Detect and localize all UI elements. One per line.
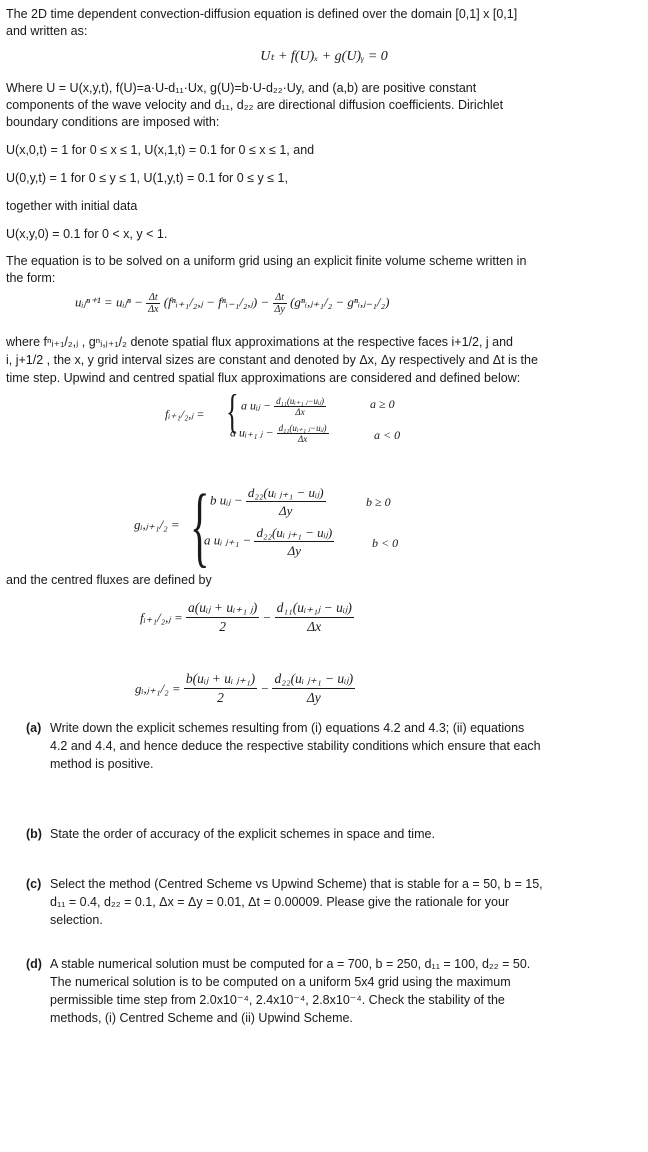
- solve-line-1: The equation is to be solved on a uniform grid using an explicit finite volume scheme written in: [6, 254, 527, 268]
- initial-condition: U(x,y,0) = 0.1 for 0 < x, y < 1.: [6, 227, 168, 241]
- solve-line-2: the form:: [6, 271, 56, 285]
- question-c-line-2: d₁₁ = 0.4, d₂₂ = 0.1, Δx = Δy = 0.01, Δt = 0.00009. Please give the rationale for your: [50, 895, 510, 909]
- question-b-line-1: State the order of accuracy of the explicit schemes in space and time.: [50, 827, 435, 841]
- upwind-f-case2-num: d₁₁(uᵢ₊₁ ⱼ−uᵢⱼ): [278, 423, 327, 433]
- scheme-dt-1: Δt: [146, 292, 160, 304]
- upwind-g-case1: [210, 484, 326, 519]
- upwind-g-case2-frac: [254, 524, 334, 559]
- scheme-fx-terms: (fⁿᵢ₊₁/₂,ⱼ − fⁿᵢ₋₁/₂,ⱼ) −: [163, 294, 270, 310]
- question-d-label: (d): [26, 957, 42, 971]
- where-line-2: components of the wave velocity and d₁₁, d₂₂ are directional diffusion coefficients. Dirichlet: [6, 98, 504, 112]
- centred-f-equation: [140, 599, 354, 636]
- centred-g-frac1: [184, 670, 257, 707]
- centred-f-den1: 2: [219, 619, 226, 634]
- question-c-line-3: selection.: [50, 913, 103, 927]
- centred-g-num2: d₂₂(uᵢ ⱼ₊₁ − uᵢⱼ): [272, 670, 355, 689]
- centred-g-den2: Δy: [306, 690, 321, 705]
- where2-line-3: time step. Upwind and centred spatial flux approximations are considered and defined below:: [6, 371, 521, 385]
- centred-f-lhs: fᵢ₊₁/₂,ⱼ =: [140, 610, 183, 625]
- question-a-label: (a): [26, 721, 42, 735]
- upwind-f-case1-den: Δx: [295, 407, 305, 417]
- upwind-f-lhs: fᵢ₊₁/₂,ⱼ =: [165, 407, 205, 421]
- together-text: together with initial data: [6, 199, 138, 213]
- upwind-g-case1-num: d₂₂(uᵢ ⱼ₊₁ − uᵢⱼ): [247, 485, 324, 500]
- centred-g-num1: b(uᵢⱼ + uᵢ ⱼ₊₁): [184, 670, 257, 689]
- upwind-g-case2-num: d₂₂(uᵢ ⱼ₊₁ − uᵢⱼ): [256, 525, 333, 540]
- upwind-g-lhs: gᵢ,ⱼ₊₁/₂ =: [134, 517, 180, 532]
- upwind-f-case1-term: a uᵢⱼ −: [241, 398, 272, 413]
- scheme-dy: Δy: [274, 304, 285, 315]
- upwind-g-case2-den: Δy: [287, 543, 302, 558]
- scheme-equation: [75, 292, 389, 315]
- upwind-g-brace: {: [190, 477, 210, 576]
- question-a-line-1: Write down the explicit schemes resulting from (i) equations 4.2 and 4.3; (ii) equations: [50, 721, 525, 735]
- centred-f-den2: Δx: [307, 619, 322, 634]
- upwind-f-brace: {: [226, 385, 239, 438]
- centred-f-frac2: [275, 599, 354, 636]
- scheme-lhs: uᵢⱼⁿ⁺¹ = uᵢⱼⁿ −: [75, 294, 143, 310]
- centred-g-minus: −: [260, 681, 270, 696]
- intro-line-1: The 2D time dependent convection-diffusion equation is defined over the domain [0,1] x [0,1]: [6, 7, 518, 21]
- where2-line-1: where fⁿᵢ₊₁/₂,ⱼ , gⁿᵢ,ⱼ₊₁/₂ denote spatial flux approximations at the respective faces i+1/2, j and: [6, 335, 514, 349]
- where2-line-2: i, j+1/2 , the x, y grid interval sizes are constant and denoted by Δx, Δy respectively and Δt is the: [6, 353, 538, 367]
- boundary-condition-1: U(x,0,t) = 1 for 0 ≤ x ≤ 1, U(x,1,t) = 0.1 for 0 ≤ x ≤ 1, and: [6, 143, 315, 157]
- upwind-g-case2-term: a uᵢ ⱼ₊₁ −: [204, 532, 252, 548]
- question-a-line-3: method is positive.: [50, 757, 154, 771]
- scheme-gy-terms: (gⁿᵢ,ⱼ₊₁/₂ − gⁿᵢ,ⱼ₋₁/₂): [290, 294, 390, 310]
- centred-f-num1: a(uᵢⱼ + uᵢ₊₁ ⱼ): [186, 599, 259, 618]
- centred-intro: and the centred fluxes are defined by: [6, 573, 212, 587]
- upwind-g-case2-cond: b < 0: [372, 536, 399, 550]
- centred-f-frac1: [186, 599, 259, 636]
- question-c-label: (c): [26, 877, 42, 891]
- upwind-f-case1-cond: a ≥ 0: [370, 397, 395, 411]
- scheme-frac-y: [273, 292, 287, 315]
- upwind-f-case2-term: a uᵢ₊₁ ⱼ −: [230, 425, 274, 440]
- upwind-f-case1-frac: [274, 396, 326, 417]
- upwind-f-case1: [241, 396, 326, 417]
- boundary-condition-2: U(0,y,t) = 1 for 0 ≤ y ≤ 1, U(1,y,t) = 0.1 for 0 ≤ y ≤ 1,: [6, 171, 288, 185]
- centred-g-equation: [135, 670, 355, 707]
- upwind-f-case1-num: d₁₁(uᵢ₊₁ ⱼ−uᵢⱼ): [276, 396, 325, 406]
- question-a-line-2: 4.2 and 4.4, and hence deduce the respective stability conditions which ensure that each: [50, 739, 541, 753]
- question-d-line-3: permissible time step from 2.0x10⁻⁴, 2.4x10⁻⁴, 2.8x10⁻⁴. Check the stability of the: [50, 993, 505, 1007]
- upwind-g-case1-term: b uᵢⱼ −: [210, 492, 243, 508]
- centred-g-den1: 2: [217, 690, 224, 705]
- question-d-line-2: The numerical solution is to be computed on a uniform 5x4 grid using the maximum: [50, 975, 511, 989]
- question-d-line-4: methods, (i) Centred Scheme and (ii) Upwind Scheme.: [50, 1011, 353, 1025]
- scheme-frac-x: [146, 292, 160, 315]
- where-line-1: Where U = U(x,y,t), f(U)=a·U-d₁₁·Ux, g(U)=b·U-d₂₂·Uy, and (a,b) are positive constant: [6, 81, 477, 95]
- upwind-f-case2: [230, 423, 329, 444]
- scheme-dt-2: Δt: [273, 292, 287, 304]
- question-d-line-1: A stable numerical solution must be computed for a = 700, b = 250, d₁₁ = 100, d₂₂ = 50.: [50, 957, 531, 971]
- upwind-g-case1-den: Δy: [279, 503, 293, 518]
- centred-f-minus: −: [262, 610, 272, 625]
- pde-equation: Uₜ + f(U)ₓ + g(U)ᵧ = 0: [260, 49, 388, 64]
- upwind-g-case1-frac: [246, 484, 326, 519]
- question-b-label: (b): [26, 827, 42, 841]
- centred-g-frac2: [272, 670, 355, 707]
- upwind-f-case2-den: Δx: [297, 434, 308, 444]
- centred-g-lhs: gᵢ,ⱼ₊₁/₂ =: [135, 681, 181, 696]
- centred-f-num2: d₁₁(uᵢ₊₁ⱼ − uᵢⱼ): [275, 599, 354, 618]
- scheme-dx: Δx: [148, 304, 159, 315]
- where-line-3: boundary conditions are imposed with:: [6, 115, 220, 129]
- upwind-f-case2-cond: a < 0: [374, 428, 401, 442]
- upwind-f-case2-frac: [277, 423, 329, 444]
- upwind-g-case1-cond: b ≥ 0: [366, 495, 391, 509]
- upwind-g-case2: [204, 524, 334, 559]
- question-c-line-1: Select the method (Centred Scheme vs Upwind Scheme) that is stable for a = 50, b = 15,: [50, 877, 543, 891]
- intro-line-2: and written as:: [6, 24, 88, 38]
